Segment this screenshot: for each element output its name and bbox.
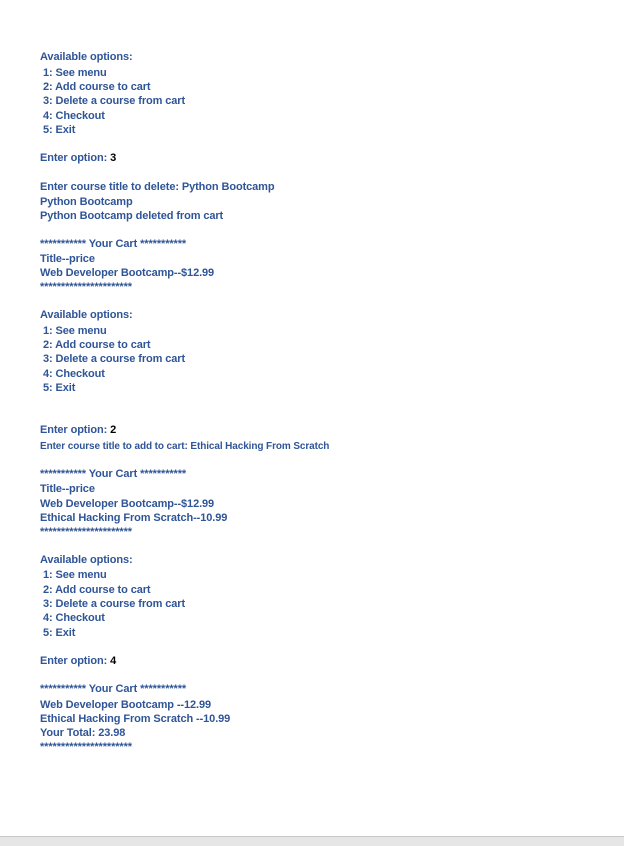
- cart-header: *********** Your Cart ***********: [40, 683, 187, 695]
- options-header: Available options:: [40, 554, 133, 566]
- enter-option-input: 3: [110, 152, 117, 164]
- cart-item: Web Developer Bootcamp--$12.99: [40, 498, 215, 510]
- options-header: Available options:: [40, 51, 133, 63]
- option-add-course: 2: Add course to cart: [40, 81, 151, 93]
- cart-footer: **********************: [40, 281, 132, 293]
- delete-prompt: Enter course title to delete: Python Bootcamp: [40, 181, 275, 193]
- deleted-message: Python Bootcamp deleted from cart: [40, 210, 224, 222]
- enter-option-input: 4: [110, 655, 117, 667]
- option-add-course: 2: Add course to cart: [40, 584, 151, 596]
- cart-item: Ethical Hacking From Scratch --10.99: [40, 713, 231, 725]
- cart-item: Web Developer Bootcamp--$12.99: [40, 267, 215, 279]
- options-header: Available options:: [40, 309, 133, 321]
- cart-footer: **********************: [40, 741, 132, 753]
- option-delete-course: 3: Delete a course from cart: [40, 598, 186, 610]
- cart-footer: **********************: [40, 526, 132, 538]
- enter-option-line: [40, 423, 116, 437]
- cart-header: *********** Your Cart ***********: [40, 238, 187, 250]
- option-exit: 5: Exit: [40, 124, 76, 136]
- option-see-menu: 1: See menu: [40, 67, 107, 79]
- option-see-menu: 1: See menu: [40, 569, 107, 581]
- cart-item: Ethical Hacking From Scratch--10.99: [40, 512, 228, 524]
- enter-option-line: [40, 654, 116, 668]
- option-checkout: 4: Checkout: [40, 110, 105, 122]
- cart-column-header: Title--price: [40, 253, 95, 265]
- delete-echo: Python Bootcamp: [40, 196, 133, 208]
- option-see-menu: 1: See menu: [40, 325, 107, 337]
- cart-column-header: Title--price: [40, 483, 95, 495]
- enter-option-prompt: Enter option:: [40, 424, 111, 436]
- option-checkout: 4: Checkout: [40, 368, 105, 380]
- option-exit: 5: Exit: [40, 627, 76, 639]
- option-add-course: 2: Add course to cart: [40, 339, 151, 351]
- option-exit: 5: Exit: [40, 382, 76, 394]
- enter-option-line: [40, 151, 116, 165]
- cart-header: *********** Your Cart ***********: [40, 468, 187, 480]
- cart-item: Web Developer Bootcamp --12.99: [40, 699, 212, 711]
- option-checkout: 4: Checkout: [40, 612, 105, 624]
- add-prompt: Enter course title to add to cart: Ethical Hacking From Scratch: [40, 441, 330, 452]
- enter-option-input: 2: [110, 424, 117, 436]
- option-delete-course: 3: Delete a course from cart: [40, 353, 186, 365]
- enter-option-prompt: Enter option:: [40, 152, 111, 164]
- cart-total: Your Total: 23.98: [40, 727, 126, 739]
- enter-option-prompt: Enter option:: [40, 655, 111, 667]
- option-delete-course: 3: Delete a course from cart: [40, 95, 186, 107]
